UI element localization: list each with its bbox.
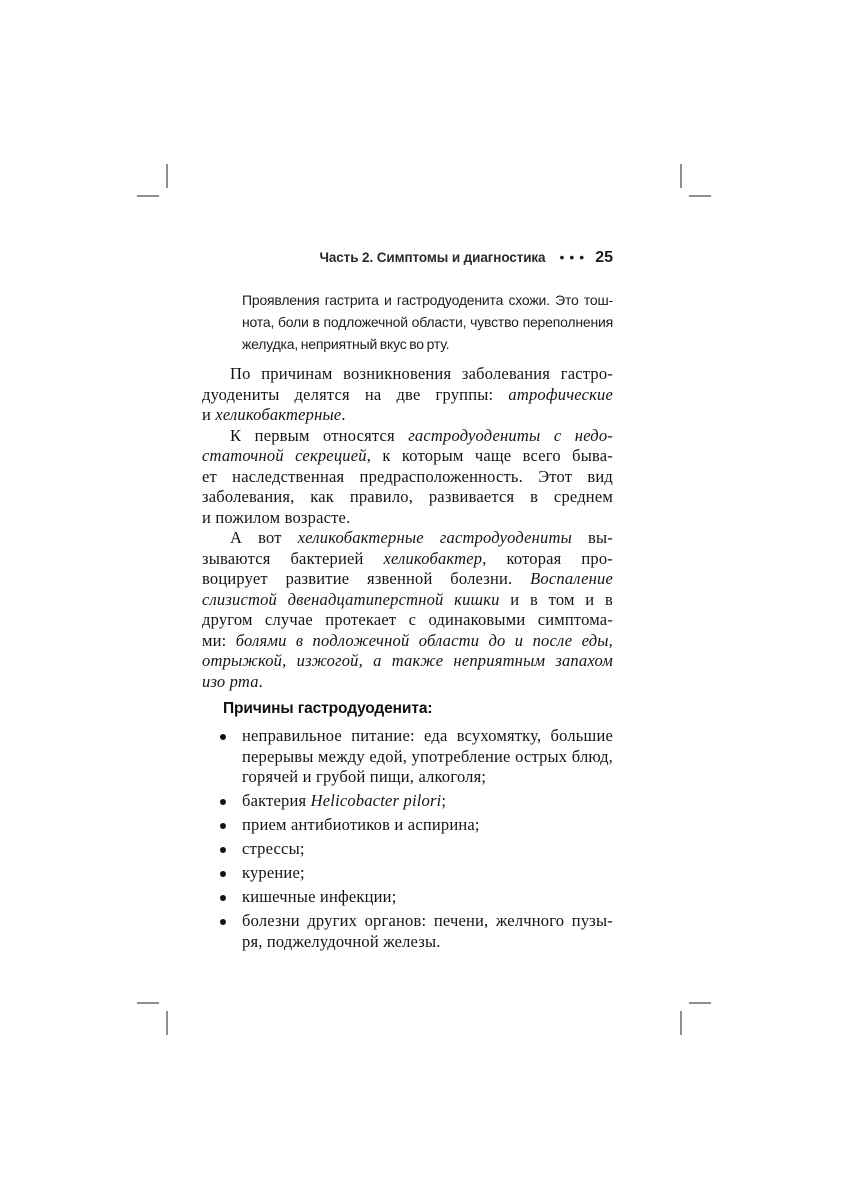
text-line — [242, 815, 613, 836]
italic-text: слизистой двенадцатиперстной кишки — [202, 589, 500, 609]
text-column — [202, 248, 613, 952]
text-line — [202, 672, 613, 693]
list-item — [202, 815, 613, 836]
regular-text: А вот — [230, 528, 298, 547]
bullet-icon — [220, 823, 226, 829]
regular-text: ет наследственная предрасположенность. Этот вид — [202, 466, 613, 486]
text-line — [202, 426, 613, 447]
crop-mark — [166, 164, 168, 188]
regular-text: К первым относятся — [230, 425, 409, 445]
regular-text: и — [202, 405, 216, 424]
regular-text: другом случае протекает с одинаковыми симптома- — [202, 610, 613, 629]
crop-mark — [137, 195, 159, 197]
text-line — [202, 405, 613, 426]
regular-text: курение; — [242, 863, 305, 882]
text-line — [202, 364, 613, 385]
text-line — [242, 767, 613, 788]
regular-text: дуодениты делятся на две группы: — [202, 384, 509, 404]
running-header-title: Часть 2. Симптомы и диагностика — [319, 250, 546, 265]
crop-mark — [689, 195, 711, 197]
regular-text: бактерия — [242, 791, 311, 810]
regular-text: вы- — [571, 528, 613, 547]
regular-text: перерывы между едой, употребление острых блюд, — [242, 746, 613, 766]
regular-text: неправильное питание: еда всухомятку, большие — [242, 726, 613, 745]
text-line — [202, 385, 613, 406]
paragraph — [202, 364, 613, 426]
bullet-icon — [220, 799, 226, 805]
text-line — [242, 887, 613, 908]
regular-text: заболевания, как правило, развивается в среднем — [202, 487, 613, 506]
italic-text: атрофические — [508, 384, 613, 404]
crop-mark — [689, 1002, 711, 1004]
text-line — [202, 631, 613, 652]
bullet-icon — [220, 919, 226, 925]
italic-text: Воспаление — [530, 569, 613, 588]
regular-text: ; — [441, 791, 447, 810]
crop-mark — [166, 1011, 168, 1035]
text-line — [202, 446, 613, 467]
regular-text: По причинам возникновения заболевания гастро- — [230, 364, 613, 383]
regular-text: кишечные инфекции; — [242, 887, 397, 906]
text-line — [202, 590, 613, 611]
text-line — [202, 610, 613, 631]
text-line — [242, 311, 613, 333]
bullet-icon — [220, 895, 226, 901]
italic-text: хеликобактерные гастродуодениты — [297, 528, 572, 547]
body-text — [202, 364, 613, 692]
text-line — [202, 549, 613, 570]
italic-text: Helicobacter pilori — [310, 791, 442, 810]
italic-text: болями в подложечной области до и после еды, — [235, 630, 613, 650]
crop-mark — [137, 1002, 159, 1004]
text-line — [242, 333, 613, 355]
regular-text: и пожилом возрасте. — [202, 507, 351, 527]
text-line — [242, 839, 613, 860]
regular-text: . — [341, 405, 346, 424]
text-line — [242, 726, 613, 747]
lead-paragraph — [242, 289, 613, 355]
crop-mark — [680, 1011, 682, 1035]
text-line — [242, 911, 613, 932]
regular-text: Проявления гастрита и гастродуоденита схожи. Это тош- — [242, 292, 613, 308]
regular-text: ми: — [202, 630, 236, 650]
section-heading: Причины гастродуоденита: — [223, 700, 433, 717]
regular-text: стрессы; — [242, 839, 305, 858]
paragraph — [202, 528, 613, 692]
regular-text: прием антибиотиков и аспирина; — [242, 815, 480, 834]
bullet-icon — [220, 871, 226, 877]
italic-text: статочной секрецией — [202, 446, 367, 465]
regular-text: воцирует развитие язвенной болезни. — [202, 569, 531, 588]
list-item — [202, 791, 613, 812]
italic-text: гастродуодениты с недо- — [408, 425, 613, 445]
regular-text: ря, поджелудочной железы. — [242, 931, 441, 951]
list-item — [202, 863, 613, 884]
paragraph — [202, 426, 613, 529]
list-item — [202, 839, 613, 860]
italic-text: хеликобактер — [383, 548, 483, 568]
regular-text: зываются бактерией — [202, 548, 384, 568]
text-line — [242, 863, 613, 884]
list-item — [202, 911, 613, 952]
header-dots-icon: ••• — [559, 249, 590, 265]
text-line — [242, 932, 613, 953]
regular-text: болезни других органов: печени, желчного пузы- — [242, 911, 613, 930]
regular-text: горячей и грубой пищи, алкоголя; — [242, 767, 487, 786]
regular-text: . — [258, 671, 263, 691]
text-line — [202, 467, 613, 488]
text-line — [242, 289, 613, 311]
regular-text: желудка, неприятный вкус во рту. — [242, 336, 450, 352]
page-number: 25 — [595, 249, 613, 266]
text-line — [242, 747, 613, 768]
regular-text: , которая про- — [482, 548, 613, 568]
text-line — [242, 791, 613, 812]
list-item — [202, 887, 613, 908]
text-line — [202, 569, 613, 590]
regular-text: нота, боли в подложечной области, чувство переполнения — [242, 314, 613, 330]
regular-text: , к которым чаще всего быва- — [366, 446, 613, 465]
text-line — [202, 528, 613, 549]
bullet-icon — [220, 734, 226, 740]
list-item — [202, 726, 613, 788]
italic-text: хеликобактерные — [215, 405, 342, 424]
running-header — [202, 248, 613, 267]
causes-list — [202, 726, 613, 952]
text-line — [202, 651, 613, 672]
italic-text: изо рта — [202, 671, 259, 691]
regular-text: и в том и в — [499, 589, 613, 609]
bullet-icon — [220, 847, 226, 853]
text-line — [202, 487, 613, 508]
text-line — [202, 508, 613, 529]
italic-text: отрыжкой, изжогой, а также неприятным запахом — [202, 651, 613, 670]
crop-mark — [680, 164, 682, 188]
